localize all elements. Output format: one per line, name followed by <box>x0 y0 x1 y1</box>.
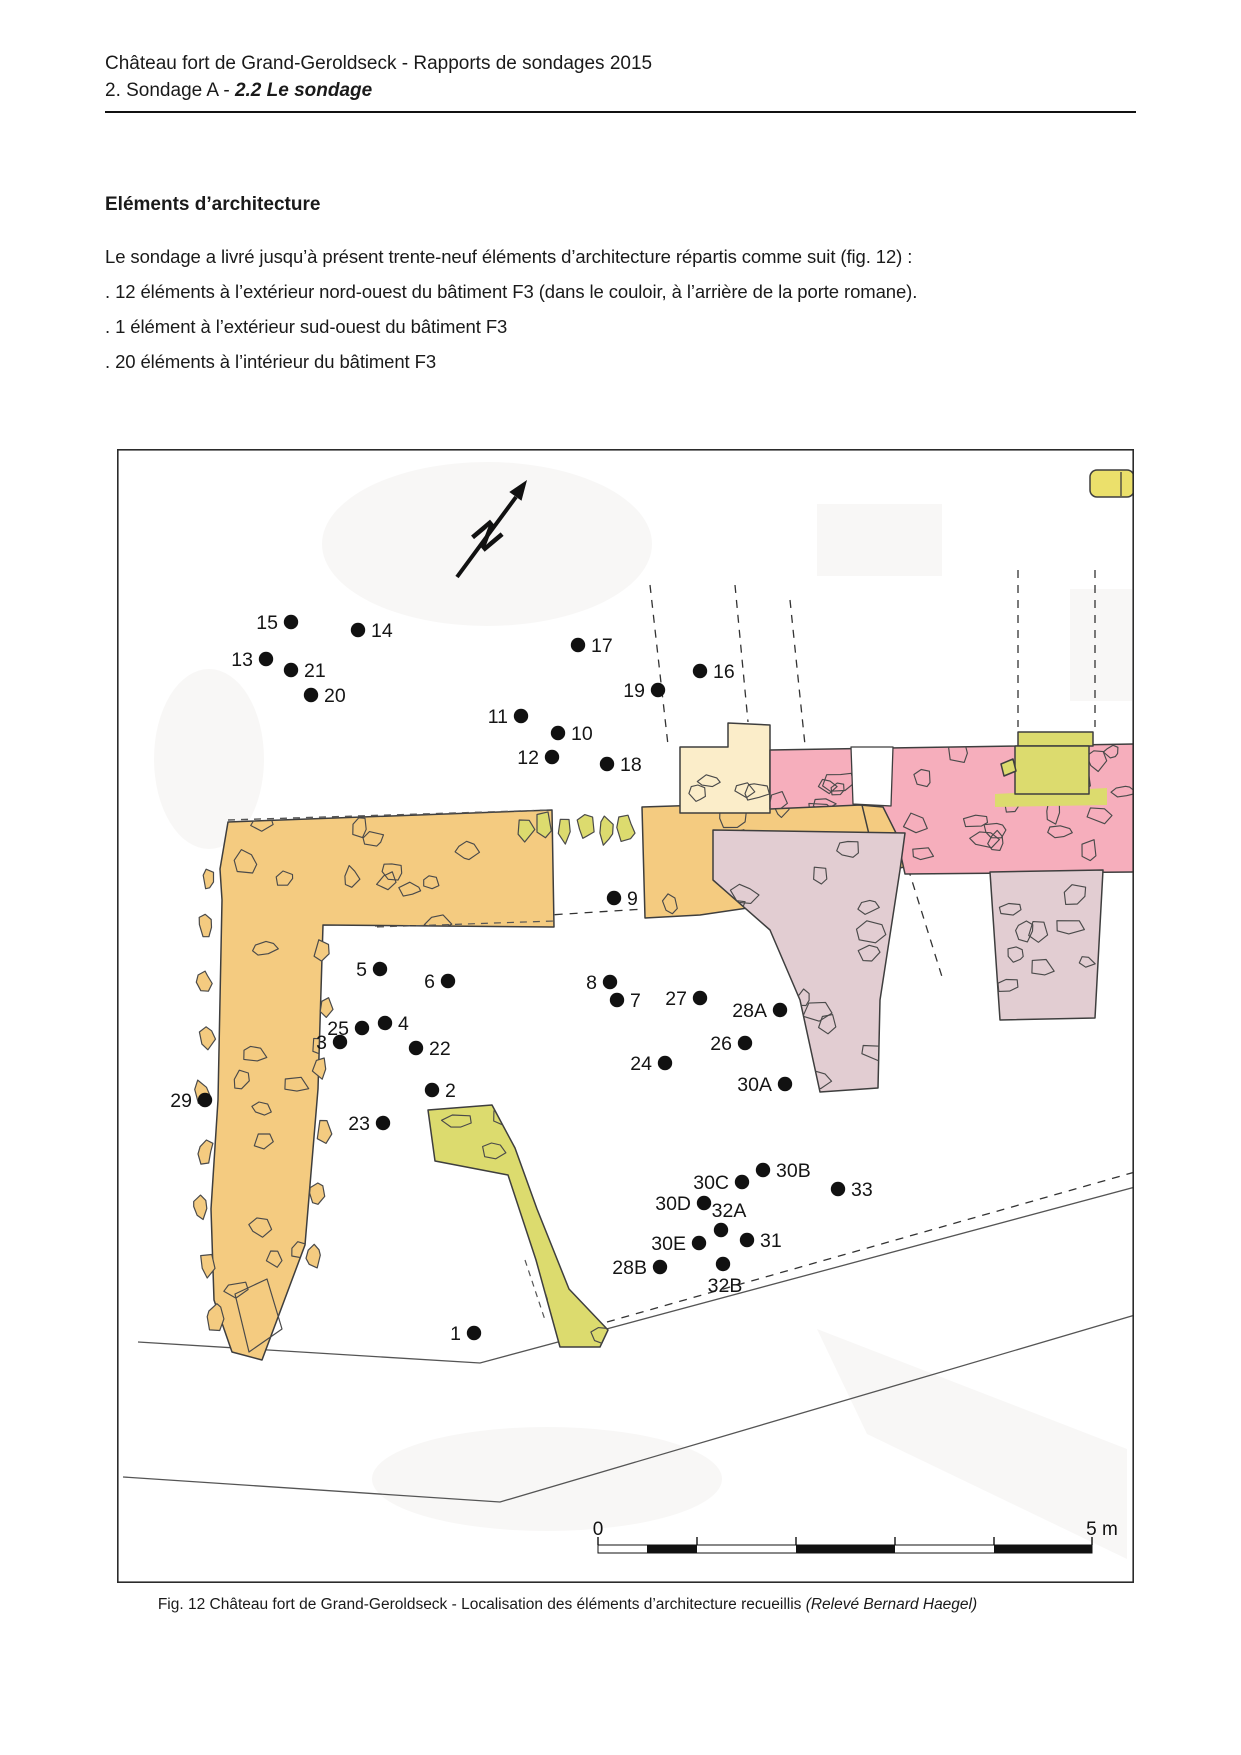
point-dot <box>409 1041 423 1055</box>
point-7 <box>610 990 641 1012</box>
point-label: 1 <box>450 1323 461 1345</box>
point-26 <box>710 1033 752 1055</box>
point-label: 13 <box>231 649 253 671</box>
point-label: 30A <box>737 1074 772 1096</box>
point-dot <box>514 709 528 723</box>
point-label: 3 <box>316 1032 327 1054</box>
point-dot <box>304 688 318 702</box>
point-dot <box>714 1223 728 1237</box>
yellow-top-bar <box>1090 470 1134 497</box>
point-dot <box>284 663 298 677</box>
point-dot <box>378 1016 392 1030</box>
figure-caption <box>0 1596 1135 1614</box>
point-dot <box>692 1236 706 1250</box>
point-29 <box>170 1090 212 1112</box>
point-18 <box>600 754 642 776</box>
point-label: 20 <box>324 685 346 707</box>
point-14 <box>351 620 393 642</box>
wall-mauve-left <box>713 830 905 1092</box>
point-27 <box>665 988 707 1010</box>
point-dot <box>441 974 455 988</box>
point-17 <box>571 635 613 657</box>
point-dot <box>738 1036 752 1050</box>
header-line2 <box>105 77 1136 104</box>
header-line2-prefix: 2. Sondage A - <box>105 80 235 101</box>
point-28A <box>732 1000 787 1022</box>
point-label: 31 <box>760 1230 782 1252</box>
dashed-line <box>908 868 943 980</box>
point-31 <box>740 1230 782 1252</box>
wall-orange-corridor <box>211 810 554 1360</box>
point-dot <box>600 757 614 771</box>
point-32A <box>712 1200 747 1237</box>
point-label: 18 <box>620 754 642 776</box>
point-20 <box>304 685 346 707</box>
point-dot <box>467 1326 481 1340</box>
point-dot <box>571 638 585 652</box>
point-16 <box>693 661 735 683</box>
point-dot <box>607 891 621 905</box>
dashed-line <box>790 600 805 745</box>
list-item: . 20 éléments à l’intérieur du bâtiment F3 <box>105 351 437 372</box>
point-dot <box>545 750 559 764</box>
point-30A <box>737 1074 792 1096</box>
point-label: 27 <box>665 988 687 1010</box>
intro-paragraph: Le sondage a livré jusqu’à présent trente-neuf éléments d’architecture répartis comme suit (fig. 12) : <box>105 246 913 267</box>
point-dot <box>756 1163 770 1177</box>
point-dot <box>259 652 273 666</box>
point-label: 30D <box>655 1193 691 1215</box>
point-dot <box>831 1182 845 1196</box>
point-dot <box>351 623 365 637</box>
point-dot <box>355 1021 369 1035</box>
site-plan-figure <box>117 449 1134 1583</box>
point-label: 8 <box>586 972 597 994</box>
dashed-line <box>650 585 668 745</box>
point-23 <box>348 1113 390 1135</box>
point-label: 24 <box>630 1053 652 1075</box>
point-dot <box>778 1077 792 1091</box>
point-dot <box>735 1175 749 1189</box>
point-label: 5 <box>356 959 367 981</box>
point-28B <box>612 1257 667 1279</box>
point-11 <box>488 706 528 728</box>
point-dot <box>651 683 665 697</box>
point-24 <box>630 1053 672 1075</box>
point-dot <box>551 726 565 740</box>
point-label: 22 <box>429 1038 451 1060</box>
point-label: 7 <box>630 990 641 1012</box>
point-dot <box>658 1056 672 1070</box>
point-25 <box>327 1018 369 1040</box>
point-8 <box>586 972 617 994</box>
point-dot <box>773 1003 787 1017</box>
point-label: 12 <box>517 747 539 769</box>
site-plan-svg <box>117 449 1134 1583</box>
point-22 <box>409 1038 451 1060</box>
point-dot <box>716 1257 730 1271</box>
point-6 <box>424 971 455 993</box>
point-dot <box>603 975 617 989</box>
scale-zero-label: 0 <box>592 1519 604 1540</box>
point-dot <box>376 1116 390 1130</box>
point-dot <box>425 1083 439 1097</box>
point-19 <box>623 680 665 702</box>
point-30C <box>693 1172 749 1194</box>
point-dot <box>610 993 624 1007</box>
point-label: 29 <box>170 1090 192 1112</box>
caption-credit: (Relevé Bernard Haegel) <box>805 1596 978 1613</box>
point-label: 21 <box>304 660 326 682</box>
point-32B <box>708 1257 743 1297</box>
point-5 <box>356 959 387 981</box>
point-1 <box>450 1323 481 1345</box>
scale-bar <box>593 1519 1118 1553</box>
wall-green-diagonal <box>428 1105 608 1347</box>
point-label: 9 <box>627 888 638 910</box>
point-label: 28B <box>612 1257 647 1279</box>
wall-mauve-right <box>990 870 1103 1020</box>
point-label: 30B <box>776 1160 811 1182</box>
point-dot <box>697 1196 711 1210</box>
list-item: . 12 éléments à l’extérieur nord-ouest du bâtiment F3 (dans le couloir, à l’arrière de la porte romane). <box>105 281 918 302</box>
point-10 <box>551 723 593 745</box>
point-dot <box>693 991 707 1005</box>
north-letter: N <box>463 512 512 559</box>
point-label: 11 <box>487 706 508 728</box>
scale-end-label: 5 m <box>1086 1519 1118 1540</box>
point-label: 4 <box>398 1013 409 1035</box>
header-line1: Château fort de Grand-Geroldseck - Rapports de sondages 2015 <box>105 53 653 74</box>
green-feature-main <box>1015 746 1089 794</box>
point-label: 33 <box>851 1179 873 1201</box>
point-dot <box>284 615 298 629</box>
caption-text: Fig. 12 Château fort de Grand-Geroldseck - Localisation des éléments d’architecture recueillis <box>157 1596 806 1613</box>
section-heading: Eléments d’architecture <box>105 194 321 215</box>
point-dot <box>740 1233 754 1247</box>
point-label: 32A <box>711 1200 747 1222</box>
point-label: 30E <box>651 1233 686 1255</box>
point-label: 17 <box>591 635 613 657</box>
point-label: 30C <box>693 1172 729 1194</box>
point-4 <box>378 1013 409 1035</box>
point-dot <box>373 962 387 976</box>
dashed-line <box>735 585 748 722</box>
point-label: 6 <box>424 971 435 993</box>
point-label: 19 <box>623 680 645 702</box>
point-label: 15 <box>256 612 278 634</box>
point-15 <box>256 612 298 634</box>
point-dot <box>653 1260 667 1274</box>
wall-white-notch <box>851 747 893 806</box>
point-12 <box>517 747 559 769</box>
point-33 <box>831 1179 873 1201</box>
point-21 <box>284 660 326 682</box>
point-30B <box>756 1160 811 1182</box>
list-item: . 1 élément à l’extérieur sud-ouest du bâtiment F3 <box>105 316 508 337</box>
point-30D <box>655 1193 711 1215</box>
point-13 <box>231 649 273 671</box>
green-feature-top <box>1018 732 1093 746</box>
header-line2-section: 2.2 Le sondage <box>234 80 373 101</box>
point-label: 2 <box>445 1080 456 1102</box>
point-label: 32B <box>707 1275 743 1297</box>
point-9 <box>607 888 638 910</box>
wall-cream-block <box>680 723 770 813</box>
page-header <box>105 50 1136 113</box>
point-30E <box>651 1233 706 1255</box>
point-label: 14 <box>371 620 393 642</box>
point-label: 28A <box>732 1000 767 1022</box>
point-label: 10 <box>571 723 593 745</box>
point-dot <box>198 1093 212 1107</box>
point-label: 26 <box>710 1033 732 1055</box>
point-2 <box>425 1080 456 1102</box>
point-label: 16 <box>713 661 735 683</box>
point-label: 25 <box>327 1018 349 1040</box>
point-dot <box>693 664 707 678</box>
point-label: 23 <box>348 1113 370 1135</box>
